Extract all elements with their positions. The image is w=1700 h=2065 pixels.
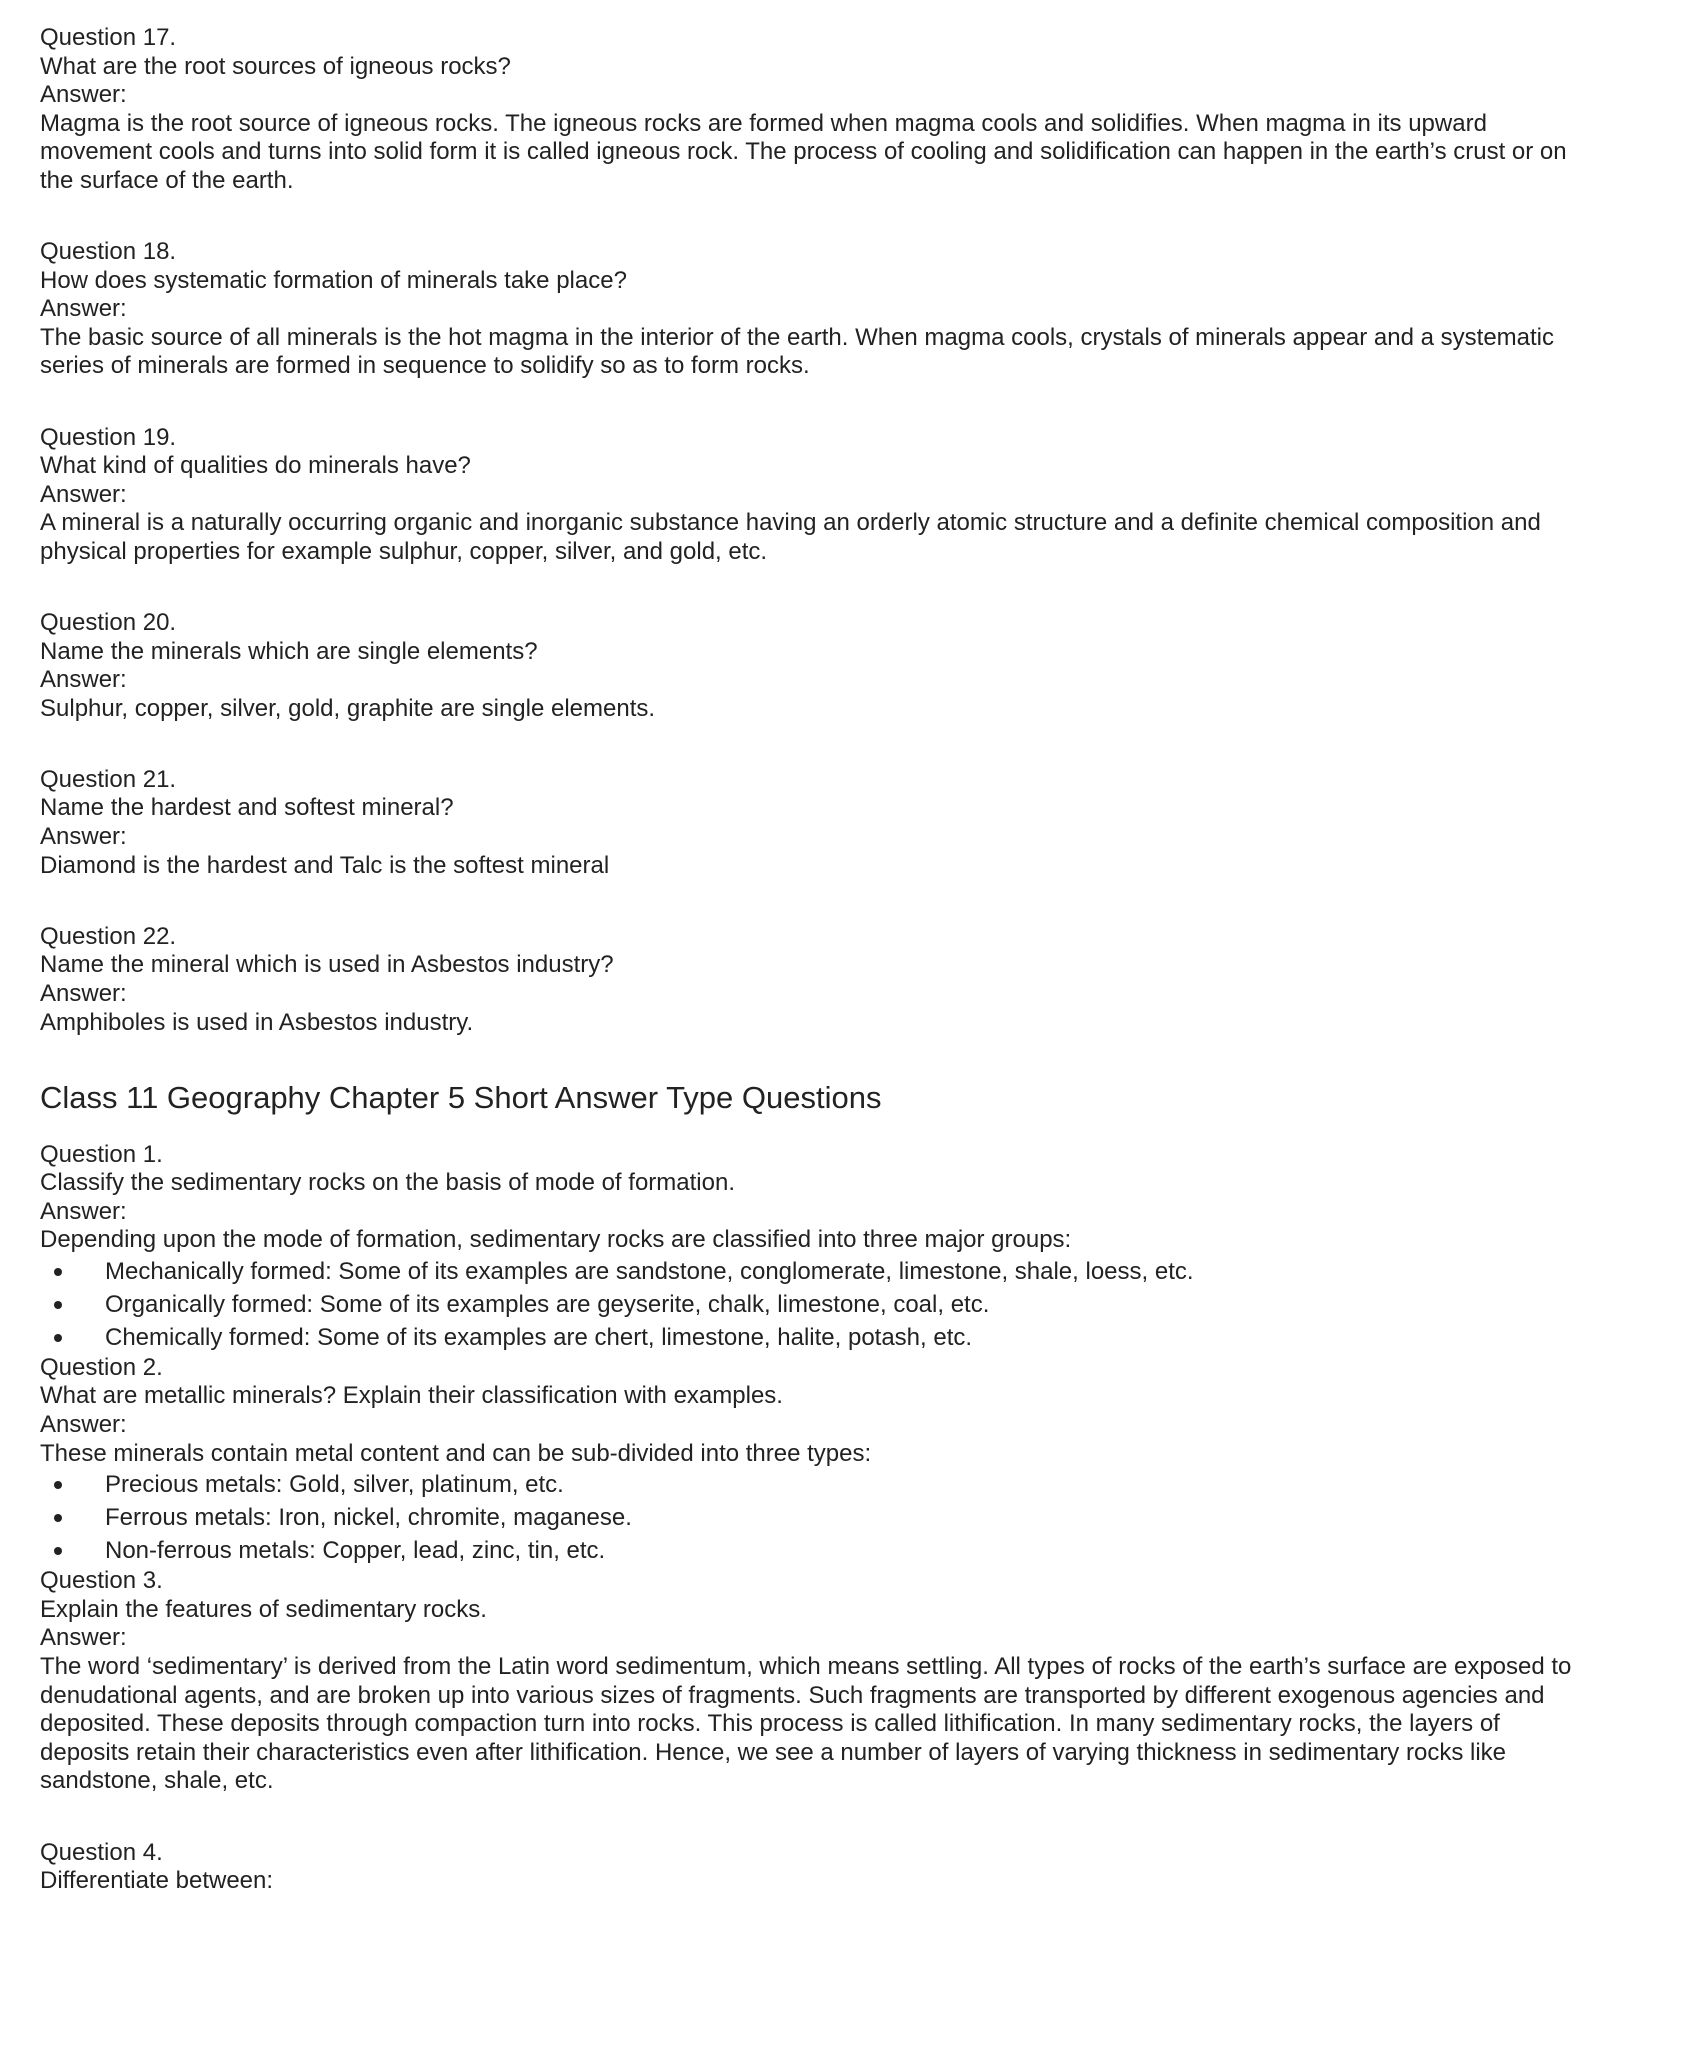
qa-block-question-18	[40, 238, 1680, 381]
answer-text-line: deposits retain their characteristics even after lithification. Hence, we see a number of layers of varying thickness in sedimentary rocks like	[40, 1738, 1506, 1766]
question-number: Question 17.	[40, 24, 177, 51]
bullet-list-metallic-minerals	[40, 1468, 1680, 1567]
bullet-icon	[54, 1547, 62, 1555]
answer-label: Answer:	[40, 666, 127, 694]
question-text: Name the hardest and softest mineral?	[40, 794, 454, 822]
bullet-text: Non-ferrous metals: Copper, lead, zinc, tin, etc.	[105, 1537, 606, 1565]
bullet-item	[40, 1534, 1680, 1567]
question-number: Question 19.	[40, 423, 177, 451]
qa-block-question-21	[40, 766, 1680, 880]
bullet-icon	[54, 1514, 62, 1522]
qa-block-question-4	[40, 1839, 1680, 1896]
question-number: Question 22.	[40, 922, 177, 950]
answer-text-line: denudational agents, and are broken up into various sizes of fragments. Such fragments are transported by different exogenous agencies and	[40, 1681, 1545, 1709]
bullet-icon	[54, 1301, 62, 1309]
question-text: Differentiate between:	[40, 1867, 274, 1895]
bullet-text: Mechanically formed: Some of its examples are sandstone, conglomerate, limestone, shale, loess, etc.	[105, 1257, 1194, 1285]
question-text: How does systematic formation of minerals take place?	[40, 266, 627, 294]
answer-label: Answer:	[40, 295, 127, 323]
bullet-icon	[54, 1481, 62, 1489]
qa-block-question-19	[40, 424, 1680, 567]
bullet-icon	[54, 1268, 62, 1276]
bullet-list-sedimentary-groups	[40, 1255, 1680, 1354]
document-page	[40, 24, 1680, 1896]
qa-block-question-3	[40, 1567, 1680, 1796]
answer-text-line: The word ‘sedimentary’ is derived from the Latin word sedimentum, which means settling. All types of rocks of the earth’s surface are exposed to	[40, 1653, 1572, 1681]
answer-text-line: movement cools and turns into solid form it is called igneous rock. The process of cooling and solidification can happen in the earth’s crust or on	[40, 138, 1567, 166]
question-text: Name the minerals which are single elements?	[40, 637, 538, 665]
question-text: What are metallic minerals? Explain their classification with examples.	[40, 1382, 783, 1410]
question-number: Question 2.	[40, 1353, 163, 1381]
bullet-icon	[54, 1334, 62, 1342]
answer-text-line: Depending upon the mode of formation, sedimentary rocks are classified into three major groups:	[40, 1226, 1072, 1254]
answer-text-line: The basic source of all minerals is the hot magma in the interior of the earth. When magma cools, crystals of minerals appear and a systematic	[40, 323, 1555, 351]
section-heading: Class 11 Geography Chapter 5 Short Answer Type Questions	[40, 1080, 882, 1116]
bullet-text: Chemically formed: Some of its examples are chert, limestone, halite, potash, etc.	[105, 1323, 973, 1351]
answer-text-line: Sulphur, copper, silver, gold, graphite are single elements.	[40, 694, 656, 722]
question-number: Question 20.	[40, 609, 177, 636]
bullet-text: Organically formed: Some of its examples are geyserite, chalk, limestone, coal, etc.	[105, 1290, 990, 1318]
bullet-text: Ferrous metals: Iron, nickel, chromite, maganese.	[105, 1504, 632, 1532]
answer-text-line: deposited. These deposits through compaction turn into rocks. This process is called lithification. In many sedimentary rocks, the layers of	[40, 1710, 1500, 1738]
bullet-item	[40, 1288, 1680, 1321]
question-number: Question 18.	[40, 238, 177, 266]
answer-text-line: Diamond is the hardest and Talc is the softest mineral	[40, 851, 610, 879]
bullet-item	[40, 1468, 1680, 1501]
answer-text-line: Amphiboles is used in Asbestos industry.	[40, 1008, 474, 1036]
answer-text-line: Magma is the root source of igneous rocks. The igneous rocks are formed when magma cools and solidifies. When magma in its upward	[40, 109, 1487, 137]
qa-block-question-2	[40, 1354, 1680, 1468]
question-text: What are the root sources of igneous rocks?	[40, 52, 511, 80]
qa-block-question-17	[40, 24, 1680, 196]
answer-label: Answer:	[40, 81, 127, 109]
qa-block-question-1	[40, 1141, 1680, 1255]
answer-label: Answer:	[40, 823, 127, 851]
answer-label: Answer:	[40, 480, 127, 508]
question-number: Question 21.	[40, 765, 177, 793]
answer-label: Answer:	[40, 1411, 127, 1439]
bullet-text: Precious metals: Gold, silver, platinum, etc.	[105, 1471, 564, 1499]
question-number: Question 3.	[40, 1567, 163, 1595]
answer-text-line: sandstone, shale, etc.	[40, 1767, 274, 1795]
answer-text-line: physical properties for example sulphur, copper, silver, and gold, etc.	[40, 537, 768, 565]
question-number: Question 1.	[40, 1140, 163, 1168]
question-text: Name the mineral which is used in Asbestos industry?	[40, 951, 614, 979]
answer-label: Answer:	[40, 979, 127, 1007]
question-number: Question 4.	[40, 1838, 163, 1866]
bullet-item	[40, 1321, 1680, 1354]
answer-text-line: A mineral is a naturally occurring organic and inorganic substance having an orderly atomic structure and a definite chemical composition and	[40, 509, 1541, 537]
question-text: What kind of qualities do minerals have?	[40, 452, 471, 480]
answer-text-line: the surface of the earth.	[40, 166, 294, 194]
bullet-item	[40, 1501, 1680, 1534]
answer-label: Answer:	[40, 1197, 127, 1225]
qa-block-question-20	[40, 609, 1680, 723]
qa-block-question-22	[40, 923, 1680, 1037]
answer-label: Answer:	[40, 1624, 127, 1652]
bullet-item	[40, 1255, 1680, 1288]
answer-text-line: series of minerals are formed in sequence to solidify so as to form rocks.	[40, 352, 810, 380]
question-text: Classify the sedimentary rocks on the basis of mode of formation.	[40, 1169, 735, 1197]
question-text: Explain the features of sedimentary rocks.	[40, 1595, 487, 1623]
answer-text-line: These minerals contain metal content and can be sub-divided into three types:	[40, 1439, 872, 1467]
